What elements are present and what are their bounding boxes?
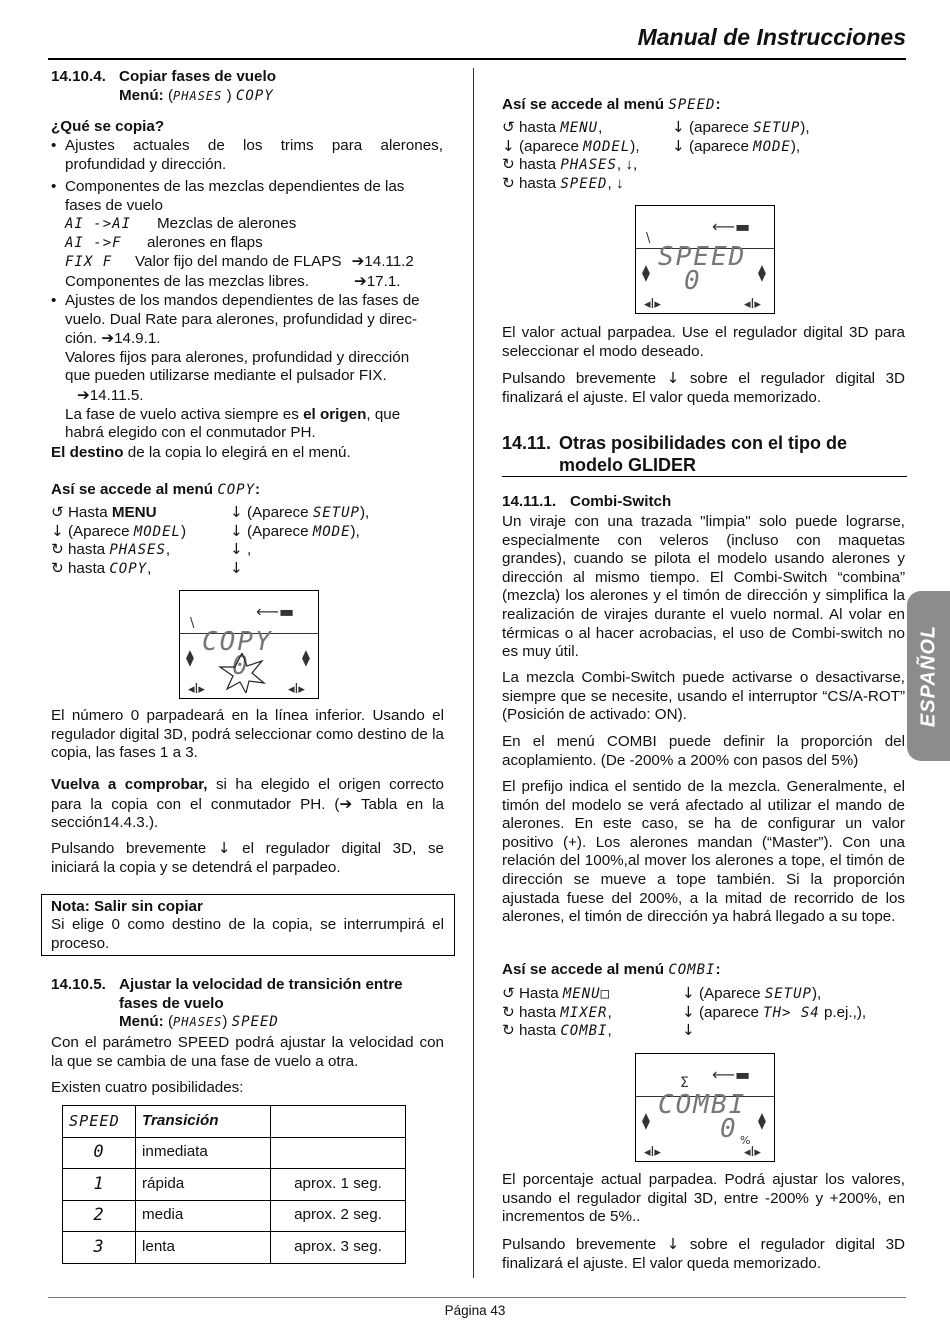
access-step-b [682,1021,695,1041]
access-speed-heading [502,96,721,115]
access-step [502,174,902,193]
step-lcd: MIXER [560,1004,608,1021]
table-cell-time: aprox. 3 seg. [271,1232,406,1264]
step-lcd: MODE [753,138,791,155]
page-number: Página 43 [444,1303,506,1318]
step-arrow-icon: ↓ [230,503,243,521]
step-arrow-icon: ↓ [682,1002,695,1021]
lcd-ai-f: AI ->F [65,234,122,251]
bullet-2-row-3-text: Valor fijo del mando de FLAPS [135,253,342,271]
step-post: ) [180,522,187,540]
access-step-a [502,1021,612,1041]
access-step-b [672,137,800,157]
step-arrow-icon: ↺ [51,503,64,521]
access-lcd: COPY [217,482,256,498]
section-14-11-title [559,432,847,476]
step-text: (aparece [688,137,754,155]
menu-paren-close: ) [226,87,232,104]
bullet-dot: • [51,178,57,195]
access-step [502,118,902,137]
recheck-text-2: Tabla en la sección14.4.3.). [51,795,444,832]
step-post: , [165,541,171,559]
left-paragraph-3 [51,839,444,877]
step-lcd: SETUP [753,120,801,136]
bullet-3-line-3 [65,329,443,349]
bullet-2-row-1-text: Mezclas de alerones [157,215,297,233]
step-text: hasta [67,541,110,559]
table-cell-transition: rápida [136,1169,271,1201]
step-post: ), [811,985,822,1002]
step-lcd: MENU [560,120,599,136]
bullet-2 [51,178,443,292]
table-cell-time: aprox. 2 seg. [271,1200,406,1232]
step-text: hasta [518,119,561,136]
access-label: Así se accede al menú [51,481,214,498]
speed-paragraph-1: Con el parámetro SPEED podrá ajustar la velocidad con la que se cambia de una fase de vuelo a otra. [51,1034,444,1070]
access-step-a [502,174,624,194]
step-post: , [598,119,603,136]
step-arrow-icon: ↓ [230,540,243,559]
section-14-10-5-menu [119,1013,279,1032]
access-step [502,1003,902,1022]
access-step [51,559,451,578]
step-post: , [607,1022,612,1040]
trim-bottom-right-icon: ◂I▸ [288,682,305,697]
bullet-3-line-1: Ajustes de los mandos dependientes de las fases de [65,292,420,309]
menu-phases: PHASES [173,89,223,103]
step-post: , ↓, [616,156,638,174]
bullet-3-ref-1: 14.9.1. [114,330,161,348]
access-step-b [672,118,810,138]
access-step-b [230,559,243,579]
access-colon: : [715,96,721,113]
language-tab [907,591,950,761]
bullet-3-line-7-c: , que [366,405,401,423]
access-copy-heading [51,481,260,500]
access-label: Así se accede al menú [502,96,665,113]
lcd-combi-sigma: Σ [680,1075,689,1091]
step-arrow-icon: ↻ [502,173,515,192]
blink-star-icon [218,653,266,693]
step-arrow-icon: ↻ [502,1021,515,1040]
table-cell-time: aprox. 1 seg. [271,1169,406,1201]
bullet-dot: • [51,137,57,154]
menu-paren-open: ( [167,1013,174,1030]
step-text: Hasta [67,504,112,521]
table-cell-transition: inmediata [136,1137,271,1169]
access-step-a [502,1003,612,1023]
table-cell-transition: media [136,1200,271,1232]
access-copy-steps [51,503,451,577]
press-text-b: sobre el regulador digital 3D finalizará el ajuste. El valor queda memorizado. [502,370,905,406]
glider-icon: ⟵▬ [712,217,751,236]
table-cell-speed: 1 [63,1169,136,1201]
bullet-3-line-5: que pueden utilizarse mediante el pulsador FIX. [65,367,387,385]
right-paragraph-2 [502,369,905,407]
access-step-b [230,540,251,560]
access-step-b [682,984,821,1004]
bullet-3-line-7-b: el origen [303,405,367,423]
step-lcd: MODEL [133,523,181,540]
lcd-combi-value: 0 [720,1114,738,1144]
arrow-right-icon: ➔ [339,794,353,813]
bullet-dot: • [51,292,57,309]
right-paragraph-6: El prefijo indica el sentido de la mezcla. Generalmente, el timón del modelo se verá afectado al utilizar el mando de alerones. En este caso, se ha de configurar un valor positivo (+). Los alerones mandan (“Master”). Con una relación del 100%,al mover los alerones a tope, el timón de dirección se mueve a tope también. Si la proporción ajustada fuese del 200%, a la mitad de recorrido de los alerones, el timón de dirección ya habrá llegado a su tope. [502,778,905,926]
right-paragraph-3: Un viraje con una trazada "limpia" solo puede lograrse, especialmente con veleros (incluso con maquetas grandes), cuando se pilota el modelo usando alerones y dirección al mismo tiempo. El Combi-Switch “combina” (mezcla) los alerones y el timón de dirección y simplifica la realización de virajes durante el vuelo normal. Al volar en térmicas o al hacer acrobacias, el uso de Combi-switch no es muy útil. [502,513,905,661]
step-lcd: TH> S4 [763,1004,820,1021]
access-step [502,1021,902,1040]
step-post: ), [359,504,370,521]
step-text: hasta [518,156,561,174]
access-step [51,540,451,559]
step-arrow-icon: ↓ [682,984,695,1002]
section-rule [502,476,907,477]
access-lcd: SPEED [668,97,716,113]
recheck-text: si ha elegido el origen correcto para la copia con el conmutador PH. ( [51,776,444,813]
right-paragraph-4: La mezcla Combi-Switch puede activarse o desactivarse, siempre que se necesite, usando el interruptor “CS/A-ROT” (Posición de activado: ON). [502,669,905,724]
lcd-speed-text: SPEED [658,242,747,272]
trim-left-icon: ⧫ [186,648,194,667]
header-title: Manual de Instrucciones [637,24,906,50]
menu-paren-close: ) [222,1013,228,1030]
step-arrow-icon: ↓ [672,136,685,155]
destination-paragraph [51,444,351,463]
step-lcd: COMBI [560,1023,608,1040]
bullet-2-row-2 [65,234,443,253]
step-text: (aparece [518,137,584,155]
step-text: (Aparece [246,504,313,521]
access-colon: : [715,961,721,978]
trim-left-icon: ⧫ [642,1111,650,1130]
step-arrow-icon: ↻ [502,1002,515,1021]
press-text-a: Pulsando brevemente [51,840,218,857]
step-arrow-icon: ↺ [502,118,515,136]
trim-bottom-left-icon: ◂I▸ [188,682,205,697]
section-14-10-4-menu [119,87,274,106]
step-lcd: MODEL [583,138,631,155]
bullet-3-line-7-a: La fase de vuelo activa siempre es [65,405,304,423]
right-paragraph-1: El valor actual parpadea. Use el regulador digital 3D para seleccionar el modo deseado. [502,324,905,360]
step-post: ), [350,522,360,540]
access-step-a [51,540,170,560]
press-text-b: sobre el regulador digital 3D finalizará el ajuste. El valor queda memorizado. [502,1236,905,1272]
bullet-2-row-1 [65,215,443,234]
step-lcd: COPY [109,560,148,577]
trim-bottom-right-icon: ◂I▸ [744,1145,761,1160]
lcd-speed-screen [635,205,775,314]
bullet-2-row-4 [65,272,443,292]
table-row [63,1200,406,1232]
trim-left-icon: ⧫ [642,263,650,282]
step-text: hasta [67,559,110,577]
step-text: (Aparece [246,522,313,540]
step-arrow-icon: ↻ [502,155,515,174]
step-text: (Aparece [698,985,765,1002]
section-14-10-5-title-2: fases de vuelo [119,995,224,1012]
step-arrow-icon: ↓ [230,521,243,540]
bullet-2-line-1: Componentes de las mezclas dependientes de las [65,178,405,195]
table-header-transition: Transición [136,1106,271,1138]
note-title: Nota: Salir sin copiar [51,898,203,915]
step-lcd: SETUP [764,986,812,1002]
step-arrow-icon: ↓ [230,558,243,577]
step-post: ), [790,137,801,155]
table-cell-time [271,1137,406,1169]
access-step [502,137,902,156]
step-post: ), [630,137,640,155]
arrow-right-icon: ➔ [351,252,365,271]
access-step-b [230,503,369,523]
access-combi-heading [502,961,721,980]
menu-phases: PHASES [173,1015,223,1029]
trim-bottom-left-icon: ◂I▸ [644,1145,661,1160]
step-arrow-icon: ↻ [51,540,64,559]
access-step-a [51,522,186,542]
left-paragraph-1: El número 0 parpadeará en la línea inferior. Usando el regulador digital 3D, podrá seleccionar como destino de la copia, las fases 1 a 3. [51,707,444,762]
bullet-3-line-7 [65,406,443,425]
table-cell-speed: 0 [63,1137,136,1169]
section-14-11-1-number: 14.11.1. [502,493,557,510]
step-post: , ↓ [607,174,624,192]
antenna-icon: \ [190,616,195,631]
table-row [63,1232,406,1264]
step-text: (aparece [688,119,754,136]
section-14-10-5-title-1: Ajustar la velocidad de transición entre [119,976,403,993]
step-text: hasta [518,174,561,192]
trim-bottom-right-icon: ◂I▸ [744,297,761,312]
right-paragraph-8 [502,1235,905,1273]
step-text: hasta [518,1022,561,1040]
table-row [63,1137,406,1169]
step-arrow-icon: ↓ [502,136,515,155]
step-arrow-icon: ↻ [51,558,64,577]
access-step-a [502,137,640,157]
speed-paragraph-2: Existen cuatro posibilidades: [51,1079,244,1096]
menu-paren-open: ( [167,87,174,104]
menu-copy: COPY [235,88,274,104]
step-text: Hasta [518,985,563,1002]
access-step-b [682,1003,866,1023]
lcd-copy-text: COPY [202,627,273,657]
step-post: , [147,559,152,577]
what-is-copied-heading: ¿Qué se copia? [51,118,165,135]
access-step [502,155,902,174]
bullet-1 [51,137,443,174]
trim-bottom-left-icon: ◂I▸ [644,297,661,312]
lcd-copy-value: 0 [232,651,250,681]
arrow-down-icon: ↓ [666,369,680,387]
bullet-2-row-2-text: alerones en flaps [147,233,263,251]
step-lcd: MODE [312,523,351,540]
arrow-right-icon: ➔ [101,329,115,348]
bullet-1-text: Ajustes actuales de los trims para alerones, profundidad y dirección. [65,137,443,173]
destination-text: de la copia lo elegirá en el menú. [123,444,351,461]
step-arrow-icon: ↓ [682,1021,695,1040]
note-box [41,894,455,956]
note-text: Si elige 0 como destino de la copia, se interrumpirá el proceso. [51,916,444,952]
access-colon: : [255,481,261,498]
right-paragraph-5: En el menú COMBI puede definir la proporción del acoplamiento. (De -200% a 200% con pasos del 5%) [502,733,905,769]
step-post: p.ej.,), [819,1003,867,1021]
access-combi-steps [502,984,902,1040]
bullet-3-line-8: habrá elegido con el conmutador PH. [65,424,316,442]
section-14-11-title-1: Otras posibilidades con el tipo de [559,433,848,453]
menu-speed: SPEED [231,1014,279,1030]
access-step-b [230,522,360,542]
step-post: , [246,541,252,559]
step-arrow-icon: ↓ [672,118,685,136]
lcd-fix-f: FIX F [65,254,113,271]
step-post: ), [800,119,810,136]
lcd-speed-value: 0 [684,266,702,296]
access-step-a [51,559,151,579]
trim-right-icon: ⧫ [758,1111,766,1130]
access-step-a [502,984,610,1004]
step-lcd: SETUP [312,505,360,521]
arrow-down-icon: ↓ [217,839,231,857]
table-cell-transition: lenta [136,1232,271,1264]
step-lcd: MENU□ [562,986,611,1002]
access-step-a [502,155,637,175]
glider-icon: ⟵▬ [256,602,295,621]
section-14-10-5-number: 14.10.5. [51,976,106,993]
arrow-right-icon: ➔ [353,271,367,290]
destination-bold: El destino [51,444,124,461]
trim-right-icon: ⧫ [758,263,766,282]
right-paragraph-7: El porcentaje actual parpadea. Podrá ajustar los valores, usando el regulador digital 3D, entre -200% y +200%, en incrementos de 5%.. [502,1171,905,1226]
step-arrow-icon: ↺ [502,984,515,1002]
lcd-combi-unit: % [740,1134,751,1147]
access-speed-steps [502,118,902,192]
section-14-10-4-number: 14.10.4. [51,68,106,85]
step-text: (Aparece [67,522,134,540]
section-14-11-1-title: Combi-Switch [570,493,672,510]
left-paragraph-2 [51,776,444,833]
step-lcd: SPEED [560,175,608,192]
bullet-3-ref-2: 14.11.5. [89,386,144,404]
access-step-a [51,503,157,523]
access-lcd: COMBI [668,962,716,978]
bullet-3 [51,292,443,443]
bullet-2-row-4-text: Componentes de las mezclas libres. [65,272,309,290]
glider-icon: ⟵▬ [712,1065,751,1084]
header-rule [48,58,906,60]
step-arrow-icon: ↓ [51,521,64,540]
trim-right-icon: ⧫ [302,648,310,667]
table-row [63,1169,406,1201]
menu-label: Menú: [119,87,164,104]
step-text: (aparece [698,1003,764,1021]
table-header-empty [271,1106,406,1138]
section-14-10-4-title: Copiar fases de vuelo [119,68,276,85]
arrow-right-icon: ➔ [77,385,90,404]
access-label: Así se accede al menú [502,961,665,978]
table-header-row [63,1106,406,1138]
bullet-3-line-6 [77,386,443,406]
footer-rule [48,1297,906,1298]
press-text-b: el regulador digital 3D, se iniciará la copia y se detendrá el parpadeo. [51,840,444,876]
bullet-2-line-2: fases de vuelo [65,196,163,214]
lcd-copy-screen [179,590,319,699]
step-text: hasta [518,1003,561,1021]
access-step [51,522,451,541]
step-bold: MENU [111,504,157,521]
press-text-a: Pulsando brevemente [502,1236,667,1253]
press-text-a: Pulsando brevemente [502,370,667,387]
section-14-11-number: 14.11. [502,433,552,453]
bullet-3-line-2: vuelo. Dual Rate para alerones, profundidad y direc- [65,310,418,328]
menu-label: Menú: [119,1013,164,1030]
access-step-a [502,118,602,138]
recheck-bold: Vuelva a comprobar, [51,776,208,793]
antenna-icon: \ [646,231,651,246]
column-divider [473,68,474,1278]
access-step [51,503,451,522]
lcd-combi-screen [635,1053,775,1162]
arrow-down-icon: ↓ [666,1235,680,1253]
bullet-2-row-3-ref: 14.11.2 [364,253,414,271]
step-lcd: PHASES [560,157,617,174]
speed-table [62,1105,406,1264]
bullet-3-line-3-text: ción. [65,330,98,348]
lcd-ai-ai: AI ->AI [65,216,132,233]
bullet-3-line-4: Valores fijos para alerones, profundidad y dirección [65,348,410,366]
step-post: , [607,1003,612,1021]
step-lcd: PHASES [109,542,166,559]
language-tab-label: ESPAÑOL [917,624,940,728]
table-cell-speed: 3 [63,1232,136,1264]
table-header-speed: SPEED [63,1106,136,1138]
lcd-combi-text: COMBI [658,1090,747,1120]
access-step [502,984,902,1003]
table-cell-speed: 2 [63,1200,136,1232]
section-14-11-title-2: modelo GLIDER [559,455,697,475]
bullet-2-row-4-ref: 17.1. [366,272,401,290]
bullet-2-row-3 [65,252,443,272]
